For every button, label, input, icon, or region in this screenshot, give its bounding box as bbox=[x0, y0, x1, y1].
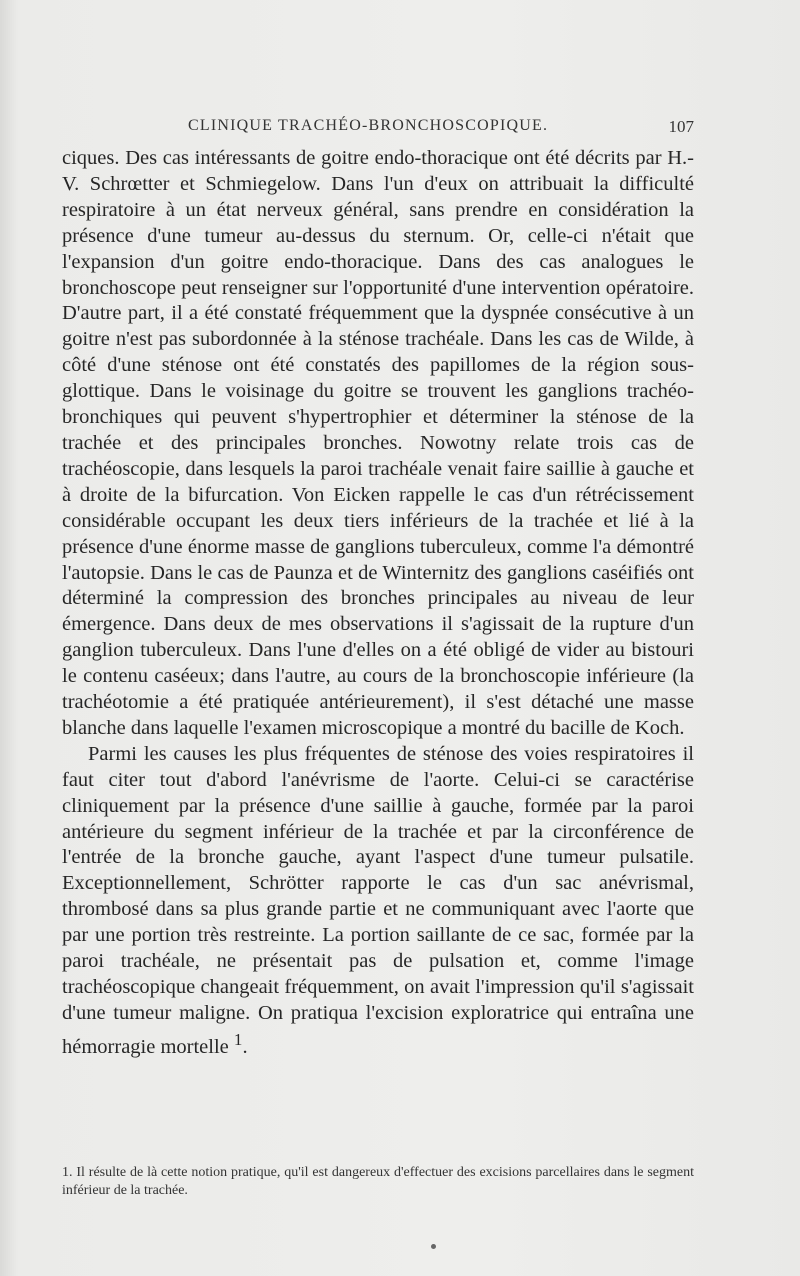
page-number: 107 bbox=[668, 117, 694, 136]
paragraph: ciques. Des cas intéressants de goitre endo-thoracique ont été décrits par H.-V. Schrœtter et Schmiegelow. Dans l'un d'eux on attribuait la difficulté respiratoire à un état nerveux général, sans prendre en considération la présence d'une tumeur au-dessus du sternum. Or, celle-ci n'était que l'expansion d'un goitre endo-thoracique. Dans des cas analogues le bronchoscope peut renseigner sur l'opportunité d'une intervention opératoire. D'autre part, il a été constaté fréquemment que la dyspnée consécutive à un goitre n'est pas subordonnée à la sténose trachéale. Dans les cas de Wilde, à côté d'une sténose ont été constatés des papillomes de la région sous-glottique. Dans le voisinage du goitre se trouvent les ganglions trachéo-bronchiques qui peuvent s'hypertrophier et déterminer la sténose de la trachée et des principales bronches. Nowotny relate trois cas de trachéoscopie, dans lesquels la paroi trachéale venait faire saillie à gauche et à droite de la bifurcation. Von Eicken rappelle le cas d'un rétrécissement considérable occupant les deux tiers inférieurs de la trachée et lié à la présence d'une énorme masse de ganglions tuberculeux, comme l'a démontré l'autopsie. Dans le cas de Paunza et de Winternitz des ganglions caséifiés ont déterminé la compression des bronches principales au niveau de leur émergence. Dans deux de mes observations il s'agissait de la rupture d'un ganglion tuberculeux. Dans l'une d'elles on a été obligé de vider au bistouri le contenu caséeux; dans l'autre, au cours de la bronchoscopie inférieure (la trachéotomie a été pratiquée antérieurement), il s'est détaché une masse blanche dans laquelle l'examen microscopique a montré du bacille de Koch. bbox=[62, 147, 694, 739]
footnote-reference: 1 bbox=[233, 1029, 243, 1049]
print-speck bbox=[431, 1244, 436, 1249]
paragraph-text: Parmi les causes les plus fréquentes de sténose des voies respiratoires il faut citer tout d'abord l'anévrisme de l'aorte. Celui-ci se caractérise cliniquement par la présence d'une saillie à gauche, formée par la paroi antérieure du segment inférieur de la trachée et par la circonférence de l'entrée de la bronche gauche, ayant l'aspect d'une tumeur pulsatile. Exceptionnellement, Schrötter rapporte le cas d'un sac anévrismal, thrombosé dans sa plus grande partie et ne communiquant avec l'aorte que par une portion très restreinte. La portion saillante de ce sac, formée par la paroi trachéale, ne présentait pas de pulsation et, comme l'image trachéoscopique changeait fréquemment, on avait l'impression qu'il s'agissait d'une tumeur maligne. On pratiqua l'excision exploratrice qui entraîna une hémorragie mortelle bbox=[62, 742, 694, 1058]
body-text bbox=[62, 146, 694, 1061]
paragraph: Parmi les causes les plus fréquentes de sténose des voies respiratoires il faut citer tout d'abord l'anévrisme de l'aorte. Celui-ci se caractérise cliniquement par la présence d'une saillie à gauche, formée par la paroi antérieure du segment inférieur de la trachée et par la circonférence de l'entrée de la bronche gauche, ayant l'aspect d'une tumeur pulsatile. Exceptionnellement, Schrötter rapporte le cas d'un sac anévrismal, thrombosé dans sa plus grande partie et ne communiquant avec l'aorte que par une portion très restreinte. La portion saillante de ce sac, formée par la paroi trachéale, ne présentait pas de pulsation et, comme l'image trachéoscopique changeait fréquemment, on avait l'impression qu'il s'agissait d'une tumeur maligne. On pratiqua l'excision exploratrice qui entraîna une hémorragie mortelle $^1$. bbox=[62, 742, 694, 1058]
running-title: CLINIQUE TRACHÉO-BRONCHOSCOPIQUE. bbox=[188, 117, 549, 134]
footnote: 1. Il résulte de là cette notion pratique, qu'il est dangereux d'effectuer des excisions parcellaires dans le segment inférieur de la trachée. bbox=[62, 1165, 694, 1198]
running-header bbox=[188, 117, 694, 141]
